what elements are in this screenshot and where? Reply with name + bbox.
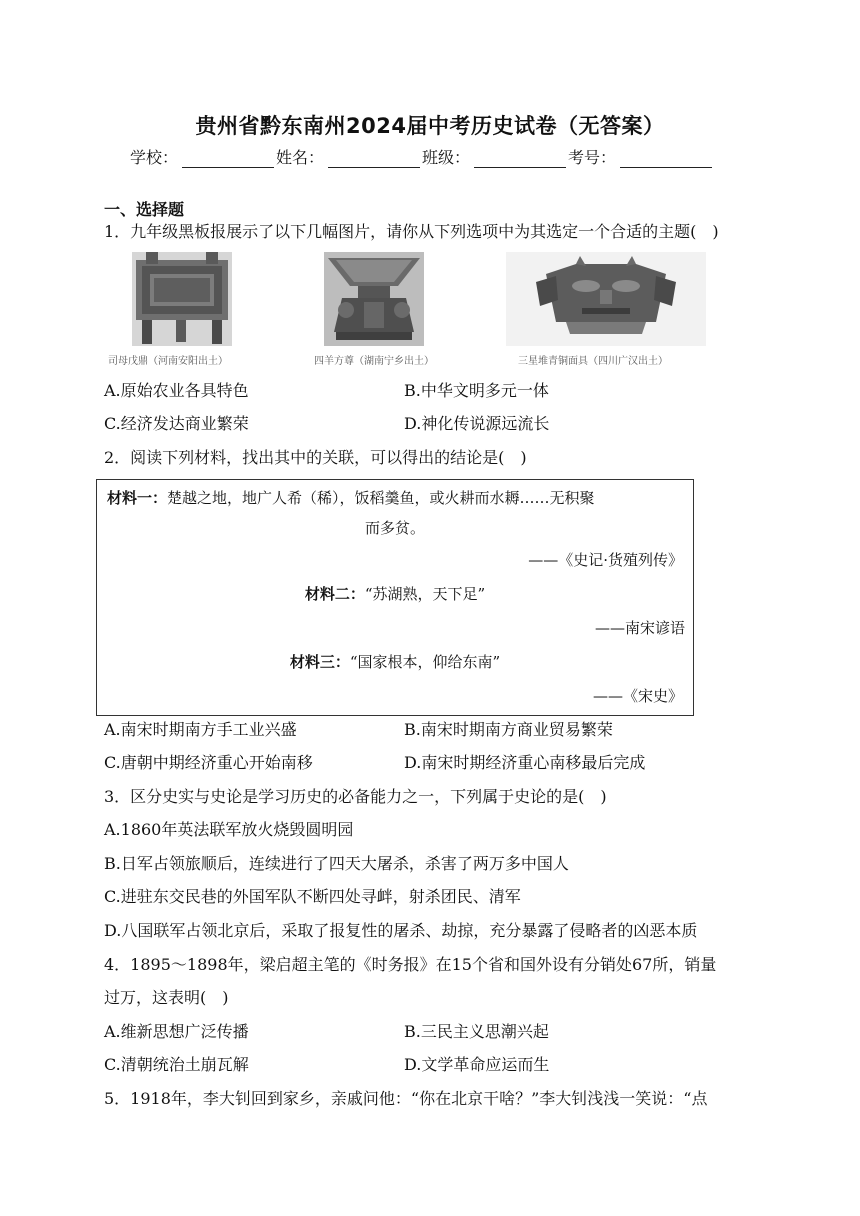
page-title: 贵州省黔东南州2024届中考历史试卷（无答案） <box>195 114 665 138</box>
q2-option-d[interactable]: D.南宋时期经济重心南移最后完成 <box>404 753 646 772</box>
name-blank[interactable] <box>328 151 420 168</box>
school-blank[interactable] <box>182 151 274 168</box>
material-3-label: 材料三： <box>289 653 350 671</box>
name-field <box>276 145 422 168</box>
material-1-source: ——《史记·货殖列传》 <box>528 551 683 569</box>
material-2-source: ——南宋谚语 <box>594 619 685 637</box>
four-goat-zun-photo-icon <box>324 252 424 346</box>
material-3-line <box>97 652 693 672</box>
q1-option-c[interactable]: C.经济发达商业繁荣 <box>104 414 249 433</box>
material-3-text: “国家根本，仰给东南” <box>349 653 501 671</box>
section-heading: 一、选择题 <box>104 200 185 219</box>
sanxingdui-bronze-mask-photo-icon <box>506 252 706 346</box>
q3-option-a[interactable]: A.1860年英法联军放火烧毁圆明园 <box>104 820 354 839</box>
material-1-text: 楚越之地，地广人希（稀），饭稻羹鱼，或火耕而水耨……无积聚 <box>167 489 595 507</box>
q3-option-c[interactable]: C.进驻东交民巷的外国军队不断四处寻衅，射杀团民、清军 <box>104 887 521 906</box>
q1-option-d[interactable]: D.神化传说源远流长 <box>404 414 550 433</box>
question-5-stem: 5．1918年，李大钊回到家乡，亲戚问他：“你在北京干啥？”李大钊浅浅一笑说：“点 <box>104 1089 708 1108</box>
student-info-row <box>130 145 730 168</box>
question-4-stem-line-1: 4．1895～1898年，梁启超主笔的《时务报》在15个省和国外设有分销处67所，销量 <box>104 955 717 974</box>
material-2-line <box>97 584 693 604</box>
q1-option-b[interactable]: B.中华文明多元一体 <box>404 381 549 400</box>
name-label: 姓名： <box>276 148 325 167</box>
image-caption-2: 四羊方尊（湖南宁乡出土） <box>314 356 434 367</box>
bronze-ding-vessel-photo-icon <box>132 252 232 346</box>
q4-option-c[interactable]: C.清朝统治土崩瓦解 <box>104 1055 249 1074</box>
material-3-source: ——《宋史》 <box>592 687 683 705</box>
exam-number-label: 考号： <box>568 148 617 167</box>
class-label: 班级： <box>422 148 471 167</box>
q4-option-a[interactable]: A.维新思想广泛传播 <box>104 1022 249 1041</box>
q3-option-b[interactable]: B.日军占领旅顺后，连续进行了四天大屠杀，杀害了两万多中国人 <box>104 854 569 873</box>
material-1-line-2: 而多贫。 <box>364 519 425 537</box>
school-field <box>130 145 276 168</box>
question-1-images <box>104 252 724 374</box>
q3-option-d[interactable]: D.八国联军占领北京后，采取了报复性的屠杀、劫掠，充分暴露了侵略者的凶恶本质 <box>104 921 698 940</box>
exam-number-field <box>568 145 714 168</box>
material-box <box>96 479 694 716</box>
q4-option-d[interactable]: D.文学革命应运而生 <box>404 1055 550 1074</box>
q4-option-b[interactable]: B.三民主义思潮兴起 <box>404 1022 549 1041</box>
question-4-stem-line-2: 过万，这表明( ) <box>104 988 229 1007</box>
q2-option-a[interactable]: A.南宋时期南方手工业兴盛 <box>104 720 297 739</box>
school-label: 学校： <box>130 148 179 167</box>
image-caption-1: 司母戊鼎（河南安阳出土） <box>108 356 228 367</box>
material-1-line-1 <box>107 488 595 508</box>
question-2-stem: 2．阅读下列材料，找出其中的关联，可以得出的结论是( ) <box>104 448 527 467</box>
q1-option-a[interactable]: A.原始农业各具特色 <box>104 381 249 400</box>
material-2-label: 材料二： <box>304 585 365 603</box>
question-3-stem: 3．区分史实与史论是学习历史的必备能力之一，下列属于史论的是( ) <box>104 787 607 806</box>
class-field <box>422 145 568 168</box>
image-caption-3: 三星堆青铜面具（四川广汉出土） <box>518 356 668 367</box>
q2-option-b[interactable]: B.南宋时期南方商业贸易繁荣 <box>404 720 613 739</box>
exam-number-blank[interactable] <box>620 151 712 168</box>
class-blank[interactable] <box>474 151 566 168</box>
material-2-text: “苏湖熟，天下足” <box>364 585 486 603</box>
q2-option-c[interactable]: C.唐朝中期经济重心开始南移 <box>104 753 313 772</box>
material-1-label: 材料一： <box>107 489 168 507</box>
question-1-stem: 1．九年级黑板报展示了以下几幅图片，请你从下列选项中为其选定一个合适的主题( ) <box>104 222 719 241</box>
